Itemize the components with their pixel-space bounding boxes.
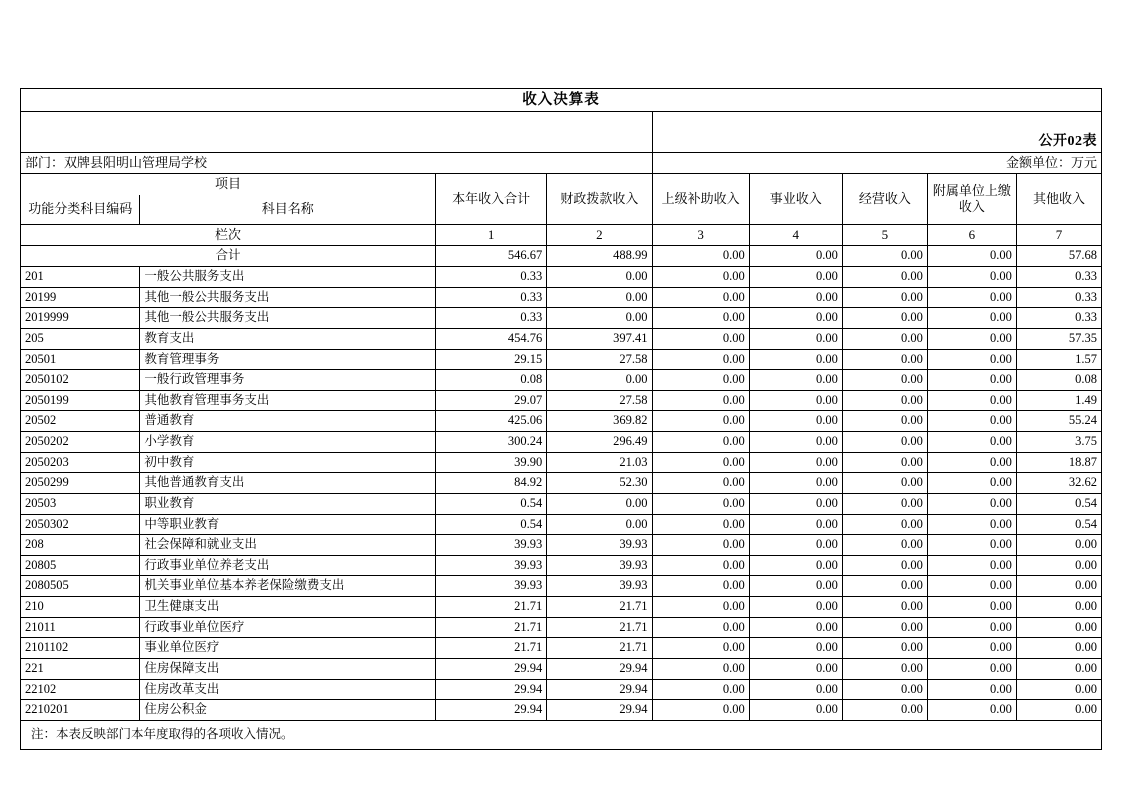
row-value-2: 21.71 [547,638,652,659]
row-value-6: 0.00 [927,597,1016,618]
header-business-income: 事业收入 [749,174,842,225]
row-subject-name: 行政事业单位医疗 [140,617,436,638]
row-value-3: 0.00 [652,679,749,700]
row-value-5: 0.00 [842,617,927,638]
row-value-5: 0.00 [842,267,927,288]
lanci-7: 7 [1016,225,1101,246]
row-value-2: 29.94 [547,679,652,700]
row-function-code: 2210201 [21,700,140,721]
row-subject-name: 中等职业教育 [140,514,436,535]
row-value-1: 39.93 [435,555,546,576]
row-value-3: 0.00 [652,514,749,535]
row-function-code: 2101102 [21,638,140,659]
row-value-1: 29.07 [435,390,546,411]
row-value-3: 0.00 [652,638,749,659]
row-subject-name: 住房改革支出 [140,679,436,700]
lanci-label: 栏次 [21,225,436,246]
row-value-7: 0.00 [1016,555,1101,576]
row-function-code: 2050299 [21,473,140,494]
row-value-4: 0.00 [749,493,842,514]
row-value-1: 29.15 [435,349,546,370]
row-subject-name: 机关事业单位基本养老保险缴费支出 [140,576,436,597]
row-value-5: 0.00 [842,473,927,494]
row-function-code: 22102 [21,679,140,700]
row-value-7: 0.00 [1016,535,1101,556]
row-value-1: 29.94 [435,700,546,721]
row-function-code: 2050199 [21,390,140,411]
table-row [21,555,1102,576]
row-value-3: 0.00 [652,411,749,432]
table-row [21,308,1102,329]
lanci-2: 2 [547,225,652,246]
lanci-1: 1 [435,225,546,246]
row-value-4: 0.00 [749,432,842,453]
row-value-7: 57.35 [1016,328,1101,349]
row-function-code: 210 [21,597,140,618]
row-function-code: 201 [21,267,140,288]
row-value-1: 0.33 [435,267,546,288]
row-value-4: 0.00 [749,700,842,721]
row-value-7: 0.33 [1016,308,1101,329]
row-value-1: 425.06 [435,411,546,432]
row-value-5: 0.00 [842,514,927,535]
row-value-3: 0.00 [652,576,749,597]
row-value-1: 0.08 [435,370,546,391]
row-subject-name: 教育管理事务 [140,349,436,370]
row-value-5: 0.00 [842,679,927,700]
row-value-6: 0.00 [927,287,1016,308]
table-row [21,679,1102,700]
row-subject-name: 一般公共服务支出 [140,267,436,288]
row-value-6: 0.00 [927,658,1016,679]
row-value-7: 32.62 [1016,473,1101,494]
row-value-7: 3.75 [1016,432,1101,453]
row-value-4: 0.00 [749,287,842,308]
row-value-3: 0.00 [652,452,749,473]
row-subject-name: 教育支出 [140,328,436,349]
row-value-3: 0.00 [652,432,749,453]
row-subject-name: 行政事业单位养老支出 [140,555,436,576]
row-value-5: 0.00 [842,411,927,432]
row-subject-name: 其他普通教育支出 [140,473,436,494]
table-row [21,390,1102,411]
row-value-3: 0.00 [652,349,749,370]
lanci-6: 6 [927,225,1016,246]
row-value-4: 0.00 [749,328,842,349]
row-value-7: 0.00 [1016,658,1101,679]
row-value-2: 0.00 [547,370,652,391]
row-value-4: 0.00 [749,411,842,432]
row-subject-name: 其他一般公共服务支出 [140,287,436,308]
table-row [21,576,1102,597]
row-value-3: 0.00 [652,555,749,576]
row-value-3: 0.00 [652,267,749,288]
row-value-7: 1.57 [1016,349,1101,370]
row-value-1: 0.33 [435,308,546,329]
title-row [21,89,1102,112]
row-value-2: 39.93 [547,535,652,556]
total-value-4: 0.00 [749,246,842,267]
row-function-code: 208 [21,535,140,556]
row-value-4: 0.00 [749,308,842,329]
row-value-6: 0.00 [927,349,1016,370]
row-value-1: 300.24 [435,432,546,453]
row-value-2: 27.58 [547,349,652,370]
row-function-code: 20503 [21,493,140,514]
row-subject-name: 初中教育 [140,452,436,473]
row-value-4: 0.00 [749,370,842,391]
row-subject-name: 事业单位医疗 [140,638,436,659]
amount-unit-label: 金额单位：万元 [652,153,1101,174]
row-subject-name: 职业教育 [140,493,436,514]
row-value-7: 18.87 [1016,452,1101,473]
lanci-row [21,225,1102,246]
row-function-code: 2050202 [21,432,140,453]
table-note: 注：本表反映部门本年度取得的各项收入情况。 [20,721,1102,750]
table-row [21,287,1102,308]
row-subject-name: 住房保障支出 [140,658,436,679]
row-value-6: 0.00 [927,411,1016,432]
row-value-1: 21.71 [435,597,546,618]
department-row [21,153,1102,174]
spacer-left [21,112,653,131]
row-value-3: 0.00 [652,658,749,679]
row-value-5: 0.00 [842,700,927,721]
row-value-5: 0.00 [842,349,927,370]
row-value-5: 0.00 [842,432,927,453]
row-value-6: 0.00 [927,328,1016,349]
data-rows-body [21,267,1102,721]
row-value-5: 0.00 [842,370,927,391]
row-value-2: 0.00 [547,287,652,308]
row-value-6: 0.00 [927,617,1016,638]
header-subject-name: 科目名称 [140,195,436,225]
row-value-7: 0.54 [1016,493,1101,514]
row-value-5: 0.00 [842,452,927,473]
row-function-code: 20805 [21,555,140,576]
row-value-4: 0.00 [749,555,842,576]
public-label-row [21,131,1102,153]
row-function-code: 205 [21,328,140,349]
header-superior-subsidy: 上级补助收入 [652,174,749,225]
row-value-4: 0.00 [749,349,842,370]
row-value-1: 0.54 [435,514,546,535]
row-function-code: 2050203 [21,452,140,473]
row-value-1: 29.94 [435,658,546,679]
row-function-code: 21011 [21,617,140,638]
row-value-4: 0.00 [749,617,842,638]
row-value-1: 84.92 [435,473,546,494]
row-value-4: 0.00 [749,452,842,473]
row-value-6: 0.00 [927,452,1016,473]
row-value-2: 369.82 [547,411,652,432]
row-value-2: 296.49 [547,432,652,453]
row-value-7: 0.00 [1016,700,1101,721]
row-value-1: 39.90 [435,452,546,473]
row-function-code: 2019999 [21,308,140,329]
page-title: 收入决算表 [21,89,1102,112]
table-row [21,473,1102,494]
row-subject-name: 普通教育 [140,411,436,432]
total-value-2: 488.99 [547,246,652,267]
row-value-7: 0.00 [1016,617,1101,638]
row-value-3: 0.00 [652,370,749,391]
lanci-3: 3 [652,225,749,246]
table-row [21,432,1102,453]
row-value-4: 0.00 [749,597,842,618]
header-total-income: 本年收入合计 [435,174,546,225]
row-value-6: 0.00 [927,308,1016,329]
row-value-7: 55.24 [1016,411,1101,432]
row-value-2: 27.58 [547,390,652,411]
row-value-5: 0.00 [842,390,927,411]
row-value-3: 0.00 [652,700,749,721]
report-sheet [20,88,1102,750]
row-value-1: 21.71 [435,617,546,638]
total-value-1: 546.67 [435,246,546,267]
row-value-3: 0.00 [652,493,749,514]
row-value-4: 0.00 [749,679,842,700]
row-value-3: 0.00 [652,390,749,411]
table-row [21,514,1102,535]
row-value-7: 1.49 [1016,390,1101,411]
row-value-7: 0.00 [1016,597,1101,618]
table-row [21,328,1102,349]
table-row [21,411,1102,432]
row-value-5: 0.00 [842,576,927,597]
header-fiscal-appropriation: 财政拨款收入 [547,174,652,225]
header-group-row [21,174,1102,195]
row-value-6: 0.00 [927,370,1016,391]
row-value-2: 0.00 [547,514,652,535]
row-value-2: 21.71 [547,597,652,618]
total-value-7: 57.68 [1016,246,1101,267]
row-value-4: 0.00 [749,390,842,411]
row-function-code: 20199 [21,287,140,308]
row-value-4: 0.00 [749,576,842,597]
row-value-4: 0.00 [749,638,842,659]
row-subject-name: 一般行政管理事务 [140,370,436,391]
row-subject-name: 小学教育 [140,432,436,453]
spacer-right [652,112,1101,131]
row-value-6: 0.00 [927,432,1016,453]
row-value-1: 39.93 [435,576,546,597]
total-row [21,246,1102,267]
row-value-3: 0.00 [652,535,749,556]
header-other-income: 其他收入 [1016,174,1101,225]
row-function-code: 20501 [21,349,140,370]
header-subsidiary-income: 附属单位上缴收入 [927,174,1016,225]
row-value-1: 0.33 [435,287,546,308]
row-value-6: 0.00 [927,555,1016,576]
row-subject-name: 其他教育管理事务支出 [140,390,436,411]
table-row [21,535,1102,556]
row-value-7: 0.00 [1016,576,1101,597]
header-group-project: 项目 [21,174,436,195]
total-value-6: 0.00 [927,246,1016,267]
row-value-2: 21.71 [547,617,652,638]
row-subject-name: 其他一般公共服务支出 [140,308,436,329]
row-value-1: 454.76 [435,328,546,349]
table-row [21,267,1102,288]
header-operating-income: 经营收入 [842,174,927,225]
row-value-1: 29.94 [435,679,546,700]
row-value-7: 0.54 [1016,514,1101,535]
row-value-3: 0.00 [652,328,749,349]
row-value-5: 0.00 [842,328,927,349]
row-value-6: 0.00 [927,514,1016,535]
spacer-row [21,112,1102,131]
row-value-6: 0.00 [927,473,1016,494]
row-value-1: 39.93 [435,535,546,556]
row-value-4: 0.00 [749,473,842,494]
row-function-code: 20502 [21,411,140,432]
row-value-3: 0.00 [652,617,749,638]
table-row [21,493,1102,514]
table-row [21,658,1102,679]
row-value-2: 29.94 [547,700,652,721]
row-value-7: 0.33 [1016,267,1101,288]
row-value-5: 0.00 [842,287,927,308]
row-value-5: 0.00 [842,597,927,618]
row-value-1: 0.54 [435,493,546,514]
row-function-code: 2080505 [21,576,140,597]
table-row [21,700,1102,721]
row-function-code: 221 [21,658,140,679]
table-row [21,597,1102,618]
row-value-2: 52.30 [547,473,652,494]
row-value-6: 0.00 [927,493,1016,514]
total-label: 合计 [21,246,436,267]
row-value-4: 0.00 [749,658,842,679]
header-function-code: 功能分类科目编码 [21,195,140,225]
row-value-7: 0.00 [1016,679,1101,700]
row-value-6: 0.00 [927,390,1016,411]
table-row [21,349,1102,370]
row-value-5: 0.00 [842,493,927,514]
row-function-code: 2050302 [21,514,140,535]
row-value-7: 0.00 [1016,638,1101,659]
row-value-1: 21.71 [435,638,546,659]
row-value-2: 39.93 [547,576,652,597]
row-value-2: 39.93 [547,555,652,576]
row-value-6: 0.00 [927,638,1016,659]
table-row [21,452,1102,473]
row-value-4: 0.00 [749,267,842,288]
lanci-5: 5 [842,225,927,246]
table-body [21,89,1102,267]
table-row [21,638,1102,659]
spacer-left-2 [21,131,653,153]
row-value-6: 0.00 [927,700,1016,721]
row-value-5: 0.00 [842,555,927,576]
row-value-2: 397.41 [547,328,652,349]
row-value-7: 0.33 [1016,287,1101,308]
income-final-accounts-table [20,88,1102,721]
row-value-2: 29.94 [547,658,652,679]
row-value-2: 0.00 [547,493,652,514]
row-value-3: 0.00 [652,473,749,494]
row-value-6: 0.00 [927,535,1016,556]
row-value-5: 0.00 [842,308,927,329]
row-value-6: 0.00 [927,679,1016,700]
row-value-2: 0.00 [547,267,652,288]
department-label: 部门：双牌县阳明山管理局学校 [21,153,653,174]
row-value-3: 0.00 [652,308,749,329]
row-value-5: 0.00 [842,638,927,659]
table-row [21,617,1102,638]
row-value-7: 0.08 [1016,370,1101,391]
row-value-5: 0.00 [842,658,927,679]
row-function-code: 2050102 [21,370,140,391]
row-value-2: 21.03 [547,452,652,473]
table-row [21,370,1102,391]
total-value-5: 0.00 [842,246,927,267]
row-value-4: 0.00 [749,535,842,556]
row-subject-name: 社会保障和就业支出 [140,535,436,556]
row-value-4: 0.00 [749,514,842,535]
public-form-label: 公开02表 [652,131,1101,153]
row-subject-name: 卫生健康支出 [140,597,436,618]
row-value-6: 0.00 [927,576,1016,597]
row-value-5: 0.00 [842,535,927,556]
row-value-3: 0.00 [652,597,749,618]
lanci-4: 4 [749,225,842,246]
total-value-3: 0.00 [652,246,749,267]
row-value-2: 0.00 [547,308,652,329]
row-value-3: 0.00 [652,287,749,308]
row-value-6: 0.00 [927,267,1016,288]
row-subject-name: 住房公积金 [140,700,436,721]
